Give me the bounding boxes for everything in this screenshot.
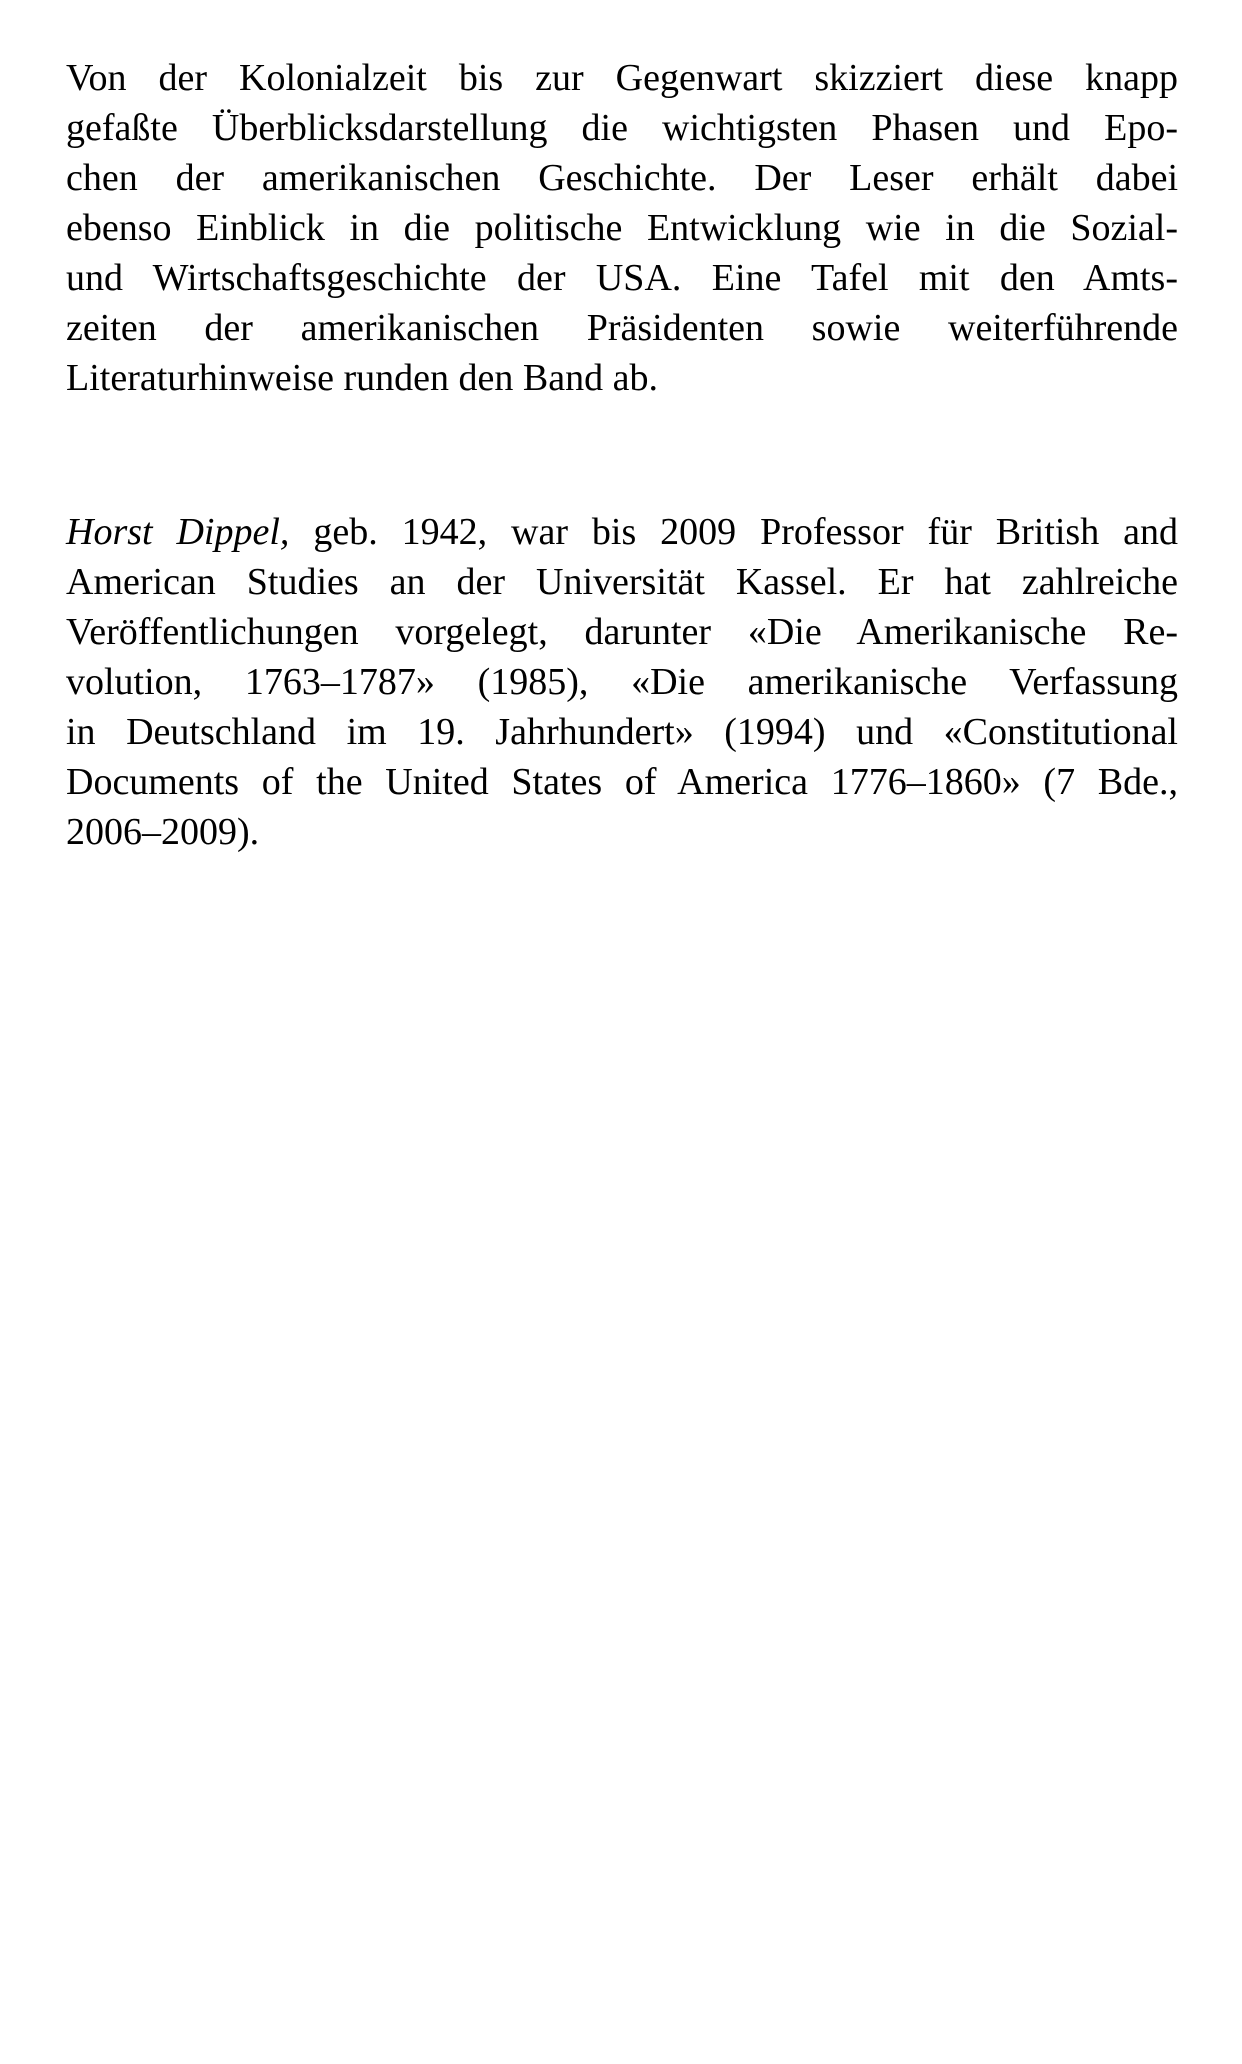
blurb-line: chen der amerikanischen Geschichte. Der Leser erhält dabei: [66, 157, 1178, 199]
book-blurb: [66, 53, 1178, 403]
blurb-line: gefaßte Überblicksdarstellung die wichtigsten Phasen und Epo-: [66, 107, 1178, 149]
bio-line: volution, 1763–1787» (1985), «Die amerikanische Verfassung: [66, 661, 1178, 703]
bio-line: 2006–2009).: [66, 811, 260, 853]
bio-line: in Deutschland im 19. Jahrhundert» (1994) und «Constitutional: [66, 711, 1178, 753]
blurb-line: zeiten der amerikanischen Präsidenten sowie weiterführende: [66, 307, 1178, 349]
blurb-line: ebenso Einblick in die politische Entwicklung wie in die Sozial-: [66, 207, 1178, 249]
blurb-line: Literaturhinweise runden den Band ab.: [66, 357, 658, 399]
bio-line: Veröffentlichungen vorgelegt, darunter «Die Amerikanische Re-: [66, 611, 1178, 653]
blurb-line: Von der Kolonialzeit bis zur Gegenwart skizziert diese knapp: [66, 57, 1178, 99]
blurb-line: und Wirtschaftsgeschichte der USA. Eine Tafel mit den Amts-: [66, 257, 1178, 299]
author-bio: [66, 507, 1178, 857]
bio-line: Documents of the United States of America 1776–1860» (7 Bde.,: [66, 761, 1178, 803]
author-name: Horst Dippel,: [66, 511, 290, 553]
bio-line: American Studies an der Universität Kassel. Er hat zahlreiche: [66, 561, 1178, 603]
bio-line-rest: geb. 1942, war bis 2009 Professor für British and: [289, 511, 1178, 553]
bio-first-line: [66, 507, 1178, 557]
